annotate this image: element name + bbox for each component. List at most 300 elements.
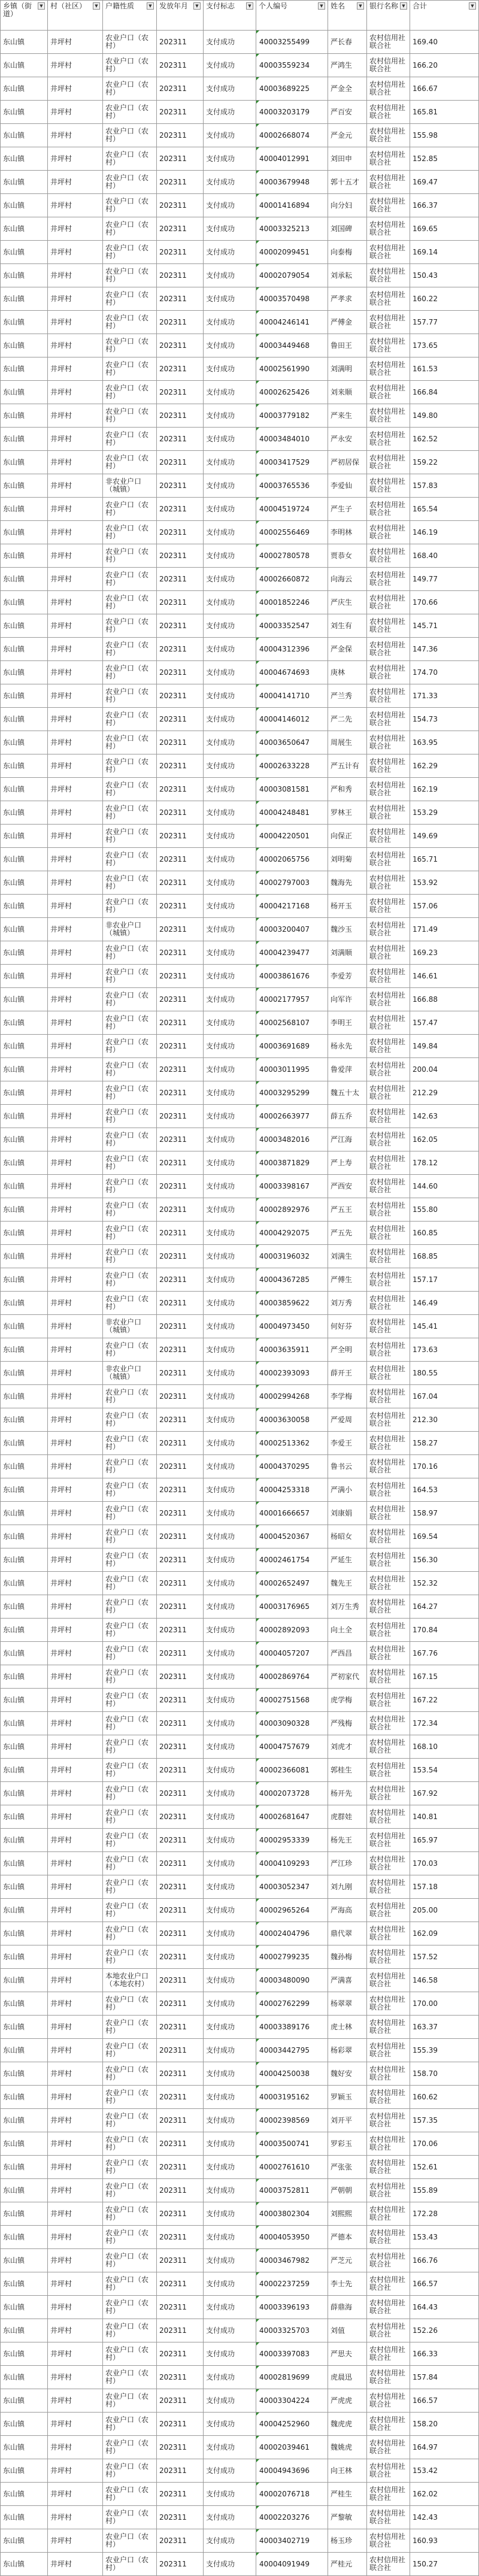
cell-total[interactable] (410, 731, 479, 754)
cell-id[interactable] (256, 2249, 328, 2272)
cell-name[interactable] (328, 1035, 367, 1058)
cell-village[interactable] (48, 661, 103, 684)
cell-total[interactable] (410, 54, 479, 77)
cell-name[interactable] (328, 2109, 367, 2132)
cell-village[interactable] (48, 1245, 103, 1268)
cell-village[interactable] (48, 1829, 103, 1852)
cell-month[interactable] (157, 2366, 204, 2389)
cell-bank[interactable] (367, 1992, 410, 2016)
cell-month[interactable] (157, 1712, 204, 1735)
cell-month[interactable] (157, 1268, 204, 1292)
cell-id[interactable] (256, 1081, 328, 1105)
cell-id[interactable] (256, 171, 328, 194)
cell-month[interactable] (157, 1222, 204, 1245)
cell-total[interactable] (410, 77, 479, 101)
cell-id[interactable] (256, 1548, 328, 1572)
cell-name[interactable] (328, 1595, 367, 1619)
cell-month[interactable] (157, 1151, 204, 1175)
cell-huji[interactable] (103, 264, 157, 287)
cell-payflag[interactable] (204, 1875, 256, 1899)
cell-bank[interactable] (367, 1969, 410, 1992)
header-bank[interactable]: 银行名称 ▼ (367, 1, 410, 31)
cell-village[interactable] (48, 311, 103, 334)
cell-name[interactable] (328, 801, 367, 825)
cell-id[interactable] (256, 1875, 328, 1899)
cell-town[interactable] (1, 1011, 48, 1035)
cell-month[interactable] (157, 661, 204, 684)
cell-total[interactable] (410, 1338, 479, 1362)
cell-village[interactable] (48, 1362, 103, 1385)
cell-name[interactable] (328, 381, 367, 404)
cell-month[interactable] (157, 2202, 204, 2226)
cell-village[interactable] (48, 1338, 103, 1362)
cell-huji[interactable] (103, 2272, 157, 2296)
cell-id[interactable] (256, 1128, 328, 1151)
cell-bank[interactable] (367, 1011, 410, 1035)
cell-id[interactable] (256, 2506, 328, 2529)
cell-total[interactable] (410, 568, 479, 591)
cell-total[interactable] (410, 871, 479, 895)
cell-id[interactable] (256, 918, 328, 941)
cell-month[interactable] (157, 1619, 204, 1642)
cell-huji[interactable] (103, 1408, 157, 1432)
cell-total[interactable] (410, 194, 479, 217)
cell-huji[interactable] (103, 2086, 157, 2109)
cell-id[interactable] (256, 614, 328, 638)
cell-payflag[interactable] (204, 895, 256, 918)
cell-payflag[interactable] (204, 2062, 256, 2086)
cell-huji[interactable] (103, 2202, 157, 2226)
cell-bank[interactable] (367, 381, 410, 404)
cell-id[interactable] (256, 568, 328, 591)
cell-name[interactable] (328, 1385, 367, 1408)
cell-huji[interactable] (103, 825, 157, 848)
cell-month[interactable] (157, 1735, 204, 1759)
cell-payflag[interactable] (204, 1245, 256, 1268)
cell-id[interactable] (256, 2296, 328, 2319)
cell-bank[interactable] (367, 474, 410, 498)
cell-month[interactable] (157, 1945, 204, 1969)
cell-huji[interactable] (103, 521, 157, 544)
cell-village[interactable] (48, 1712, 103, 1735)
cell-id[interactable] (256, 1151, 328, 1175)
cell-bank[interactable] (367, 1829, 410, 1852)
cell-payflag[interactable] (204, 1175, 256, 1198)
cell-payflag[interactable] (204, 2272, 256, 2296)
cell-total[interactable] (410, 684, 479, 708)
cell-total[interactable] (410, 1035, 479, 1058)
cell-bank[interactable] (367, 404, 410, 428)
cell-huji[interactable] (103, 31, 157, 54)
cell-village[interactable] (48, 1268, 103, 1292)
cell-month[interactable] (157, 708, 204, 731)
cell-bank[interactable] (367, 1198, 410, 1222)
cell-payflag[interactable] (204, 731, 256, 754)
cell-town[interactable] (1, 1338, 48, 1362)
cell-id[interactable] (256, 1922, 328, 1945)
cell-bank[interactable] (367, 101, 410, 124)
cell-huji[interactable] (103, 2226, 157, 2249)
cell-name[interactable] (328, 404, 367, 428)
cell-huji[interactable] (103, 1128, 157, 1151)
cell-payflag[interactable] (204, 918, 256, 941)
cell-payflag[interactable] (204, 2413, 256, 2436)
cell-id[interactable] (256, 54, 328, 77)
cell-huji[interactable] (103, 1595, 157, 1619)
header-id[interactable]: 个人编号 ▼ (256, 1, 328, 31)
cell-bank[interactable] (367, 754, 410, 778)
cell-village[interactable] (48, 2086, 103, 2109)
cell-total[interactable] (410, 1408, 479, 1432)
cell-huji[interactable] (103, 918, 157, 941)
cell-huji[interactable] (103, 124, 157, 147)
cell-payflag[interactable] (204, 988, 256, 1011)
cell-huji[interactable] (103, 147, 157, 171)
cell-payflag[interactable] (204, 1992, 256, 2016)
cell-month[interactable] (157, 1969, 204, 1992)
cell-id[interactable] (256, 1105, 328, 1128)
cell-payflag[interactable] (204, 638, 256, 661)
cell-month[interactable] (157, 731, 204, 754)
cell-village[interactable] (48, 941, 103, 965)
cell-town[interactable] (1, 2179, 48, 2202)
cell-month[interactable] (157, 1572, 204, 1595)
cell-bank[interactable] (367, 2506, 410, 2529)
cell-bank[interactable] (367, 1642, 410, 1665)
cell-name[interactable] (328, 2226, 367, 2249)
cell-id[interactable] (256, 521, 328, 544)
cell-town[interactable] (1, 2529, 48, 2553)
cell-huji[interactable] (103, 965, 157, 988)
cell-payflag[interactable] (204, 1899, 256, 1922)
header-huji[interactable]: 户籍性质 ▼ (103, 1, 157, 31)
cell-name[interactable] (328, 77, 367, 101)
cell-month[interactable] (157, 2389, 204, 2413)
cell-name[interactable] (328, 31, 367, 54)
cell-name[interactable] (328, 708, 367, 731)
cell-payflag[interactable] (204, 1362, 256, 1385)
cell-bank[interactable] (367, 1338, 410, 1362)
cell-total[interactable] (410, 2296, 479, 2319)
cell-huji[interactable] (103, 287, 157, 311)
cell-village[interactable] (48, 2202, 103, 2226)
cell-bank[interactable] (367, 124, 410, 147)
cell-total[interactable] (410, 147, 479, 171)
cell-town[interactable] (1, 965, 48, 988)
cell-huji[interactable] (103, 1432, 157, 1455)
header-town[interactable]: 乡镇（街道） ▼ (1, 1, 48, 31)
cell-huji[interactable] (103, 1875, 157, 1899)
cell-village[interactable] (48, 474, 103, 498)
cell-town[interactable] (1, 544, 48, 568)
cell-month[interactable] (157, 918, 204, 941)
cell-id[interactable] (256, 1759, 328, 1782)
cell-name[interactable] (328, 1992, 367, 2016)
cell-huji[interactable] (103, 1478, 157, 1502)
cell-village[interactable] (48, 591, 103, 614)
cell-payflag[interactable] (204, 1081, 256, 1105)
cell-id[interactable] (256, 801, 328, 825)
cell-village[interactable] (48, 2506, 103, 2529)
cell-total[interactable] (410, 428, 479, 451)
cell-total[interactable] (410, 941, 479, 965)
cell-name[interactable] (328, 754, 367, 778)
cell-huji[interactable] (103, 2062, 157, 2086)
cell-id[interactable] (256, 428, 328, 451)
cell-bank[interactable] (367, 801, 410, 825)
cell-huji[interactable] (103, 2179, 157, 2202)
cell-name[interactable] (328, 2483, 367, 2506)
cell-total[interactable] (410, 1572, 479, 1595)
cell-huji[interactable] (103, 2529, 157, 2553)
cell-id[interactable] (256, 1525, 328, 1548)
cell-total[interactable] (410, 334, 479, 357)
cell-town[interactable] (1, 1899, 48, 1922)
cell-village[interactable] (48, 1081, 103, 1105)
cell-total[interactable] (410, 965, 479, 988)
cell-name[interactable] (328, 591, 367, 614)
cell-payflag[interactable] (204, 241, 256, 264)
cell-month[interactable] (157, 1011, 204, 1035)
cell-village[interactable] (48, 1782, 103, 1805)
cell-month[interactable] (157, 2109, 204, 2132)
cell-huji[interactable] (103, 1548, 157, 1572)
cell-village[interactable] (48, 544, 103, 568)
cell-payflag[interactable] (204, 124, 256, 147)
cell-id[interactable] (256, 1198, 328, 1222)
cell-total[interactable] (410, 544, 479, 568)
cell-total[interactable] (410, 2202, 479, 2226)
cell-payflag[interactable] (204, 825, 256, 848)
cell-payflag[interactable] (204, 1735, 256, 1759)
cell-town[interactable] (1, 1829, 48, 1852)
cell-payflag[interactable] (204, 1712, 256, 1735)
cell-village[interactable] (48, 1548, 103, 1572)
cell-bank[interactable] (367, 334, 410, 357)
cell-month[interactable] (157, 2132, 204, 2156)
cell-huji[interactable] (103, 754, 157, 778)
cell-payflag[interactable] (204, 474, 256, 498)
cell-payflag[interactable] (204, 194, 256, 217)
cell-payflag[interactable] (204, 2179, 256, 2202)
cell-total[interactable] (410, 1198, 479, 1222)
cell-village[interactable] (48, 1759, 103, 1782)
cell-payflag[interactable] (204, 941, 256, 965)
cell-name[interactable] (328, 988, 367, 1011)
cell-village[interactable] (48, 1058, 103, 1081)
cell-town[interactable] (1, 217, 48, 241)
cell-total[interactable] (410, 1362, 479, 1385)
cell-payflag[interactable] (204, 31, 256, 54)
cell-bank[interactable] (367, 2296, 410, 2319)
cell-total[interactable] (410, 2553, 479, 2576)
cell-name[interactable] (328, 217, 367, 241)
cell-id[interactable] (256, 404, 328, 428)
cell-payflag[interactable] (204, 2529, 256, 2553)
cell-month[interactable] (157, 2529, 204, 2553)
cell-town[interactable] (1, 2132, 48, 2156)
cell-month[interactable] (157, 287, 204, 311)
cell-total[interactable] (410, 1105, 479, 1128)
cell-village[interactable] (48, 1572, 103, 1595)
cell-huji[interactable] (103, 404, 157, 428)
cell-village[interactable] (48, 754, 103, 778)
cell-village[interactable] (48, 357, 103, 381)
cell-id[interactable] (256, 1689, 328, 1712)
cell-village[interactable] (48, 2039, 103, 2062)
cell-huji[interactable] (103, 1035, 157, 1058)
cell-town[interactable] (1, 1081, 48, 1105)
cell-id[interactable] (256, 2062, 328, 2086)
cell-bank[interactable] (367, 498, 410, 521)
cell-total[interactable] (410, 1595, 479, 1619)
cell-name[interactable] (328, 2179, 367, 2202)
cell-total[interactable] (410, 2109, 479, 2132)
cell-month[interactable] (157, 871, 204, 895)
cell-bank[interactable] (367, 2272, 410, 2296)
cell-village[interactable] (48, 918, 103, 941)
cell-total[interactable] (410, 1011, 479, 1035)
cell-name[interactable] (328, 498, 367, 521)
cell-id[interactable] (256, 2342, 328, 2366)
cell-village[interactable] (48, 1805, 103, 1829)
cell-town[interactable] (1, 2319, 48, 2342)
cell-name[interactable] (328, 1268, 367, 1292)
cell-total[interactable] (410, 521, 479, 544)
cell-town[interactable] (1, 1105, 48, 1128)
cell-bank[interactable] (367, 1478, 410, 1502)
cell-village[interactable] (48, 1315, 103, 1338)
cell-month[interactable] (157, 568, 204, 591)
cell-month[interactable] (157, 31, 204, 54)
cell-payflag[interactable] (204, 801, 256, 825)
cell-total[interactable] (410, 241, 479, 264)
filter-dropdown-icon[interactable]: ▼ (147, 2, 154, 10)
cell-month[interactable] (157, 498, 204, 521)
cell-huji[interactable] (103, 988, 157, 1011)
cell-id[interactable] (256, 778, 328, 801)
cell-bank[interactable] (367, 778, 410, 801)
cell-town[interactable] (1, 2436, 48, 2459)
cell-name[interactable] (328, 1338, 367, 1362)
cell-bank[interactable] (367, 2202, 410, 2226)
cell-bank[interactable] (367, 1665, 410, 1689)
cell-month[interactable] (157, 404, 204, 428)
cell-month[interactable] (157, 754, 204, 778)
cell-bank[interactable] (367, 521, 410, 544)
cell-month[interactable] (157, 217, 204, 241)
cell-payflag[interactable] (204, 1222, 256, 1245)
cell-huji[interactable] (103, 1455, 157, 1478)
cell-bank[interactable] (367, 591, 410, 614)
cell-bank[interactable] (367, 1432, 410, 1455)
cell-town[interactable] (1, 2459, 48, 2483)
cell-bank[interactable] (367, 941, 410, 965)
cell-month[interactable] (157, 1175, 204, 1198)
cell-id[interactable] (256, 1852, 328, 1875)
cell-village[interactable] (48, 871, 103, 895)
cell-id[interactable] (256, 1222, 328, 1245)
cell-huji[interactable] (103, 638, 157, 661)
cell-village[interactable] (48, 2342, 103, 2366)
cell-month[interactable] (157, 334, 204, 357)
cell-id[interactable] (256, 1992, 328, 2016)
cell-bank[interactable] (367, 217, 410, 241)
cell-total[interactable] (410, 1642, 479, 1665)
cell-bank[interactable] (367, 2156, 410, 2179)
cell-payflag[interactable] (204, 1432, 256, 1455)
cell-month[interactable] (157, 825, 204, 848)
cell-id[interactable] (256, 498, 328, 521)
cell-town[interactable] (1, 2553, 48, 2576)
cell-name[interactable] (328, 1525, 367, 1548)
cell-name[interactable] (328, 2366, 367, 2389)
cell-village[interactable] (48, 2016, 103, 2039)
cell-bank[interactable] (367, 147, 410, 171)
cell-huji[interactable] (103, 1315, 157, 1338)
cell-town[interactable] (1, 1035, 48, 1058)
cell-town[interactable] (1, 1222, 48, 1245)
cell-month[interactable] (157, 1292, 204, 1315)
cell-payflag[interactable] (204, 2226, 256, 2249)
cell-total[interactable] (410, 1619, 479, 1642)
cell-village[interactable] (48, 54, 103, 77)
cell-month[interactable] (157, 2342, 204, 2366)
cell-id[interactable] (256, 241, 328, 264)
cell-payflag[interactable] (204, 1502, 256, 1525)
cell-bank[interactable] (367, 77, 410, 101)
filter-dropdown-icon[interactable]: ▼ (357, 2, 364, 10)
cell-bank[interactable] (367, 1128, 410, 1151)
cell-town[interactable] (1, 1992, 48, 2016)
cell-huji[interactable] (103, 77, 157, 101)
cell-village[interactable] (48, 2062, 103, 2086)
cell-village[interactable] (48, 2389, 103, 2413)
cell-name[interactable] (328, 2459, 367, 2483)
cell-town[interactable] (1, 568, 48, 591)
cell-id[interactable] (256, 1945, 328, 1969)
cell-village[interactable] (48, 264, 103, 287)
cell-bank[interactable] (367, 1058, 410, 1081)
cell-bank[interactable] (367, 2342, 410, 2366)
cell-town[interactable] (1, 428, 48, 451)
cell-village[interactable] (48, 684, 103, 708)
filter-dropdown-icon[interactable]: ▼ (38, 2, 45, 10)
cell-bank[interactable] (367, 1525, 410, 1548)
cell-payflag[interactable] (204, 1945, 256, 1969)
cell-huji[interactable] (103, 1665, 157, 1689)
cell-month[interactable] (157, 1548, 204, 1572)
cell-bank[interactable] (367, 2483, 410, 2506)
cell-bank[interactable] (367, 1759, 410, 1782)
cell-village[interactable] (48, 1198, 103, 1222)
cell-village[interactable] (48, 1525, 103, 1548)
cell-total[interactable] (410, 311, 479, 334)
cell-town[interactable] (1, 264, 48, 287)
cell-town[interactable] (1, 404, 48, 428)
cell-payflag[interactable] (204, 708, 256, 731)
cell-name[interactable] (328, 2156, 367, 2179)
cell-town[interactable] (1, 731, 48, 754)
cell-village[interactable] (48, 124, 103, 147)
cell-total[interactable] (410, 474, 479, 498)
cell-total[interactable] (410, 217, 479, 241)
cell-bank[interactable] (367, 1385, 410, 1408)
cell-town[interactable] (1, 1362, 48, 1385)
cell-name[interactable] (328, 241, 367, 264)
cell-village[interactable] (48, 1292, 103, 1315)
cell-name[interactable] (328, 2506, 367, 2529)
